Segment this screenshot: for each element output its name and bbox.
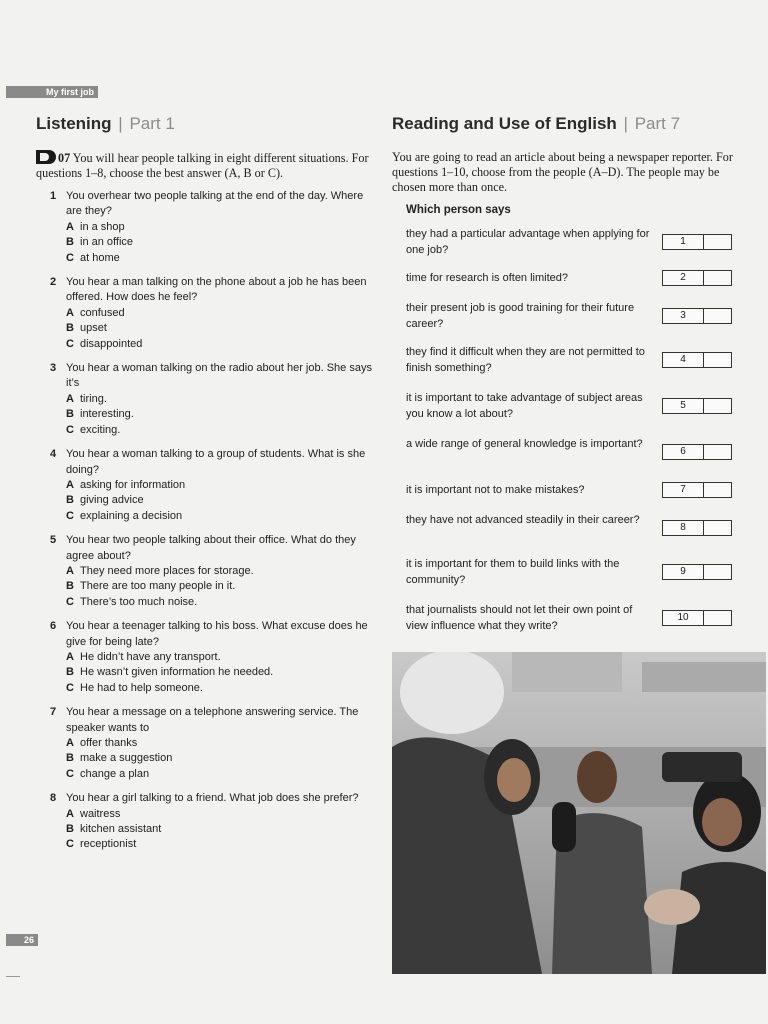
answer-box[interactable] [662,520,732,536]
question-number: 2 [50,276,57,289]
match-text: they have not advanced steadily in their career? [406,514,640,526]
match-item-3 [406,300,736,332]
option-text: asking for information [80,478,186,491]
option-text: explaining a decision [80,509,183,522]
match-item-8 [406,512,736,533]
option-letter: A [66,306,74,319]
option-text: waitress [80,807,121,820]
question-number: 8 [50,792,57,805]
question-5 [36,533,376,610]
question-4 [36,447,376,524]
question-text: You hear a teenager talking to his boss. What excuse does he give for being late? [66,620,368,648]
answer-option[interactable] [66,478,376,493]
option-text: There are too many people in it. [80,580,236,593]
question-number: 1 [50,190,57,202]
question-3 [36,361,376,438]
option-letter: C [66,838,74,851]
answer-box[interactable] [662,308,732,324]
listening-intro-text: You will hear people talking in eight different situations. For questions 1–8, choose the best answer (A, B or C). [36,151,369,180]
answer-box-number: 1 [663,235,704,249]
question-number: 3 [50,362,57,375]
answer-option[interactable] [66,736,376,751]
option-letter: B [66,408,74,421]
answer-box-number: 3 [663,309,704,323]
answer-option[interactable] [66,807,376,822]
answer-box[interactable] [662,270,732,286]
answer-box[interactable] [662,610,732,626]
answer-option[interactable] [66,564,376,579]
match-text: they had a particular advantage when applying for one job? [406,228,650,256]
match-text: that journalists should not let their own point of view influence what they write? [406,604,633,632]
option-letter: C [66,509,74,522]
answer-option[interactable] [66,822,376,837]
answer-option[interactable] [66,837,376,852]
option-letter: A [66,392,74,405]
answer-box[interactable] [662,482,732,498]
answer-box-number: 8 [663,521,704,535]
option-text: interesting. [80,408,134,421]
option-text: kitchen assistant [80,823,162,836]
track-number: 07 [58,151,71,165]
answer-box-number: 4 [663,353,704,367]
match-text: time for research is often limited? [406,272,569,284]
match-item-7 [406,482,736,498]
answer-option[interactable] [66,493,376,508]
answer-option[interactable] [66,407,376,422]
reading-title [392,114,737,134]
answer-option[interactable] [66,392,376,407]
option-letter: A [66,650,74,663]
option-text: in a shop [80,220,125,233]
question-number: 6 [50,620,57,633]
answer-box-number: 10 [663,611,704,625]
match-text: it is important not to make mistakes? [406,484,585,496]
listening-title [36,114,376,134]
option-text: exciting. [80,423,121,436]
question-text: You hear two people talking about their office. What do they agree about? [66,534,356,562]
option-letter: A [66,737,74,749]
answer-box-number: 5 [663,399,704,413]
title-separator: | [623,114,628,133]
answer-option[interactable] [66,306,376,321]
match-item-10 [406,602,736,634]
answer-option[interactable] [66,251,376,266]
listening-instructions [36,150,376,181]
title-separator: | [118,114,123,133]
option-text: upset [80,322,107,335]
option-text: He wasn’t given information he needed. [80,666,274,679]
match-item-2 [406,270,736,286]
option-text: in an office [80,236,134,249]
answer-box-number: 7 [663,483,704,497]
answer-option[interactable] [66,650,376,665]
match-item-4 [406,344,736,376]
option-text: at home [80,251,120,264]
question-number: 5 [50,534,57,547]
match-text: they find it difficult when they are not permitted to finish something? [406,346,645,374]
option-text: offer thanks [80,737,138,749]
option-letter: B [66,322,74,335]
option-letter: C [66,337,74,350]
answer-box[interactable] [662,444,732,460]
option-letter: C [66,681,74,694]
answer-box[interactable] [662,352,732,368]
option-letter: B [66,494,74,507]
unit-tab: My first job [6,86,98,98]
footer-rule [6,976,20,977]
reporters-photo [392,652,766,974]
which-person-heading: Which person says [406,204,511,216]
answer-box-number: 6 [663,445,704,459]
answer-option[interactable] [66,681,376,696]
option-text: make a suggestion [80,752,173,765]
option-text: He had to help someone. [80,681,203,694]
option-text: tiring. [80,392,107,405]
answer-option[interactable] [66,595,376,610]
listening-part: Part 1 [129,114,175,133]
answer-option[interactable] [66,337,376,352]
question-text: You hear a woman talking on the radio about her job. She says it’s [66,362,372,390]
reading-part: Part 7 [634,114,681,133]
answer-option[interactable] [66,235,376,250]
question-6 [36,619,376,696]
option-text: There’s too much noise. [80,595,198,608]
option-letter: C [66,423,74,436]
match-text: a wide range of general knowledge is important? [406,438,643,450]
listening-title-text: Listening [36,114,112,133]
answer-option[interactable] [66,767,376,782]
question-text: You hear a girl talking to a friend. What job does she prefer? [66,792,359,805]
option-letter: B [66,236,74,249]
answer-option[interactable] [66,423,376,438]
answer-option[interactable] [66,579,376,594]
question-text: You hear a woman talking to a group of students. What is she doing? [66,448,366,476]
question-7 [36,705,376,782]
question-8 [36,791,376,853]
option-letter: A [66,807,74,820]
audio-track-icon [36,150,56,164]
option-text: confused [80,306,125,319]
answer-box[interactable] [662,564,732,580]
question-1 [36,189,376,266]
answer-option[interactable] [66,665,376,680]
answer-box[interactable] [662,234,732,250]
reading-title-text: Reading and Use of English [392,114,617,133]
question-2 [36,275,376,352]
option-text: giving advice [80,494,144,507]
answer-option[interactable] [66,751,376,766]
answer-option[interactable] [66,220,376,235]
option-text: receptionist [80,838,137,851]
match-text: it is important for them to build links with the community? [406,558,620,586]
option-letter: A [66,478,74,491]
question-list [36,189,376,853]
match-text: it is important to take advantage of subject areas you know a lot about? [406,392,643,420]
answer-box-number: 2 [663,271,704,285]
match-item-9 [406,556,736,588]
match-item-5 [406,390,736,422]
option-letter: B [66,666,74,679]
option-text: They need more places for storage. [80,564,254,577]
option-letter: C [66,251,74,264]
option-text: He didn’t have any transport. [80,650,221,663]
option-letter: A [66,220,74,233]
option-letter: B [66,752,74,765]
match-item-6 [406,436,736,457]
option-text: change a plan [80,767,150,780]
option-letter: B [66,823,74,836]
reading-section [392,114,737,636]
question-text: You hear a man talking on the phone about a job he has been offered. How does he feel? [66,276,367,304]
matching-list [392,226,737,636]
question-text: You hear a message on a telephone answering service. The speaker wants to [66,706,359,734]
option-text: disappointed [80,337,143,350]
option-letter: C [66,767,74,780]
option-letter: C [66,595,74,608]
match-text: their present job is good training for their future career? [406,302,635,330]
option-letter: B [66,580,74,593]
match-item-1 [406,226,736,258]
question-text: You overhear two people talking at the end of the day. Where are they? [66,190,364,218]
question-number: 7 [50,706,57,719]
answer-option[interactable] [66,321,376,336]
listening-section [36,114,376,862]
answer-box[interactable] [662,398,732,414]
page-number: 26 [6,934,38,946]
question-number: 4 [50,448,57,461]
answer-box-number: 9 [663,565,704,579]
answer-option[interactable] [66,509,376,524]
reading-instructions: You are going to read an article about being a newspaper reporter. For questions 1–10, choose from the people (A–D). The people may be chosen more than once. [392,150,733,194]
option-letter: A [66,564,74,577]
